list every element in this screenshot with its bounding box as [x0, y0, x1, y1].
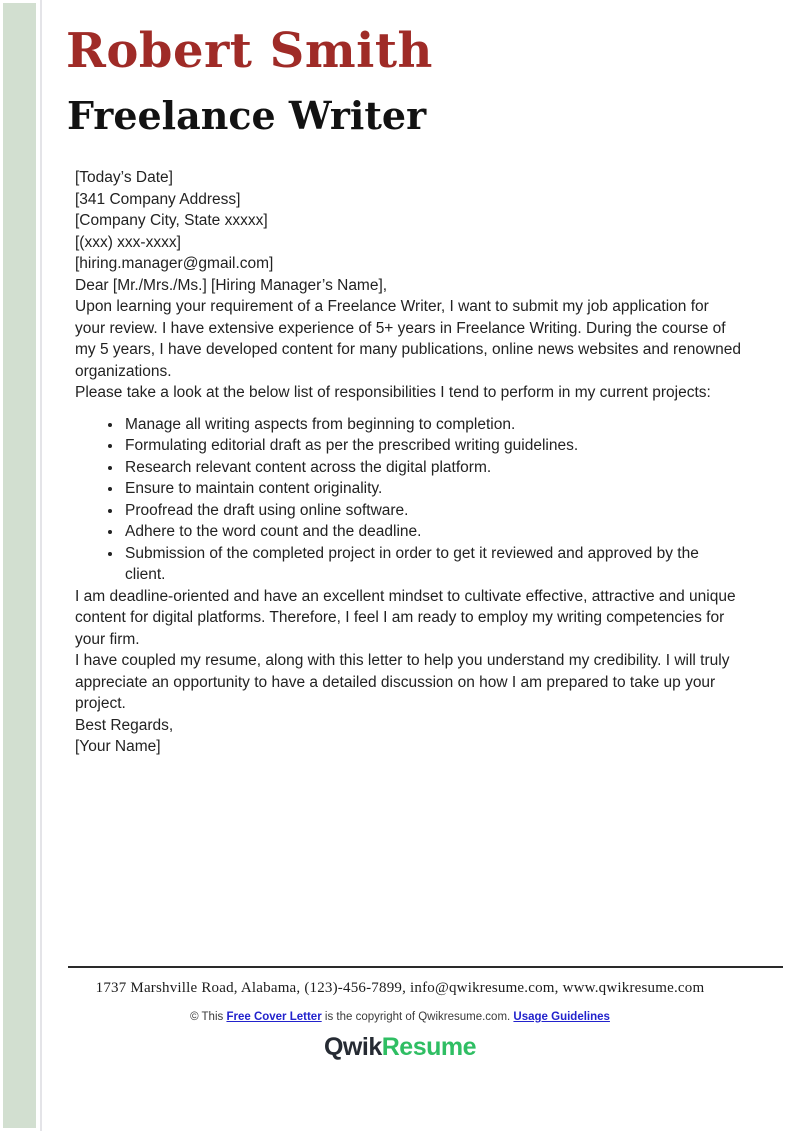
responsibilities-list: [75, 414, 742, 586]
left-accent-bar: [3, 3, 36, 1128]
letter-body: [75, 167, 742, 758]
qualities-paragraph: I am deadline-oriented and have an excellent mindset to cultivate effective, attractive and unique content for digital platforms. Therefore, I feel I am ready to employ my writing competencies for your firm.: [75, 587, 736, 648]
list-item: • Ensure to maintain content originality.: [123, 478, 742, 500]
qwikresume-logo: [0, 1033, 800, 1062]
signature-placeholder: [Your Name]: [75, 738, 161, 755]
copyright-text: © This: [190, 1011, 227, 1023]
page-edge-line: [40, 0, 42, 1131]
footer-divider: [68, 966, 783, 968]
applicant-job-title: Freelance Writer: [67, 93, 427, 138]
address-line: [(xxx) xxx-xxxx]: [75, 233, 181, 251]
closing-phrase: Best Regards,: [75, 716, 174, 734]
date-placeholder: [Today’s Date]: [75, 169, 173, 186]
closing-paragraph: I have coupled my resume, along with this letter to help you understand my credibility. I will truly appreciate an opportunity to have a detailed discussion on how I am prepared to take up your project.: [75, 652, 730, 712]
list-item: • Proofread the draft using online software.: [123, 500, 742, 522]
address-line: [Company City, State xxxxx]: [75, 212, 268, 229]
salutation: Dear [Mr./Mrs./Ms.] [Hiring Manager’s Name],: [75, 276, 388, 294]
logo-text-resume: Resume: [381, 1033, 476, 1061]
footer-copyright-line: [0, 1011, 800, 1023]
responsibilities-intro: Please take a look at the below list of responsibilities I tend to perform in my current projects:: [75, 384, 711, 401]
usage-guidelines-link[interactable]: Usage Guidelines: [513, 1011, 610, 1023]
list-item: • Adhere to the word count and the deadline.: [123, 521, 742, 543]
logo-text-qwik: Qwik: [323, 1033, 382, 1061]
applicant-name: Robert Smith: [66, 23, 433, 79]
signature-block: [75, 715, 742, 758]
list-item: • Research relevant content across the digital platform.: [123, 457, 742, 479]
list-item: • Manage all writing aspects from beginning to completion.: [123, 414, 742, 436]
list-item: • Formulating editorial draft as per the prescribed writing guidelines.: [123, 435, 742, 457]
copyright-text: is the copyright of Qwikresume.com.: [321, 1011, 514, 1023]
footer-contact-line: 1737 Marshville Road, Alabama, (123)-456-7899, info@qwikresume.com, www.qwikresume.com: [95, 980, 705, 996]
address-line: [hiring.manager@gmail.com]: [75, 255, 274, 272]
intro-paragraph: Upon learning your requirement of a Freelance Writer, I want to submit my job application for your review. I have extensive experience of 5+ years in Freelance Writing. During the course of my 5 years, I have developed content for many publications, online news websites and renowned organizations.: [75, 298, 742, 380]
free-cover-letter-link[interactable]: Free Cover Letter: [226, 1011, 322, 1023]
recipient-address-block: [75, 189, 742, 275]
list-item: • Submission of the completed project in order to get it reviewed and approved by the client.: [123, 543, 742, 586]
address-line: [341 Company Address]: [75, 190, 241, 208]
